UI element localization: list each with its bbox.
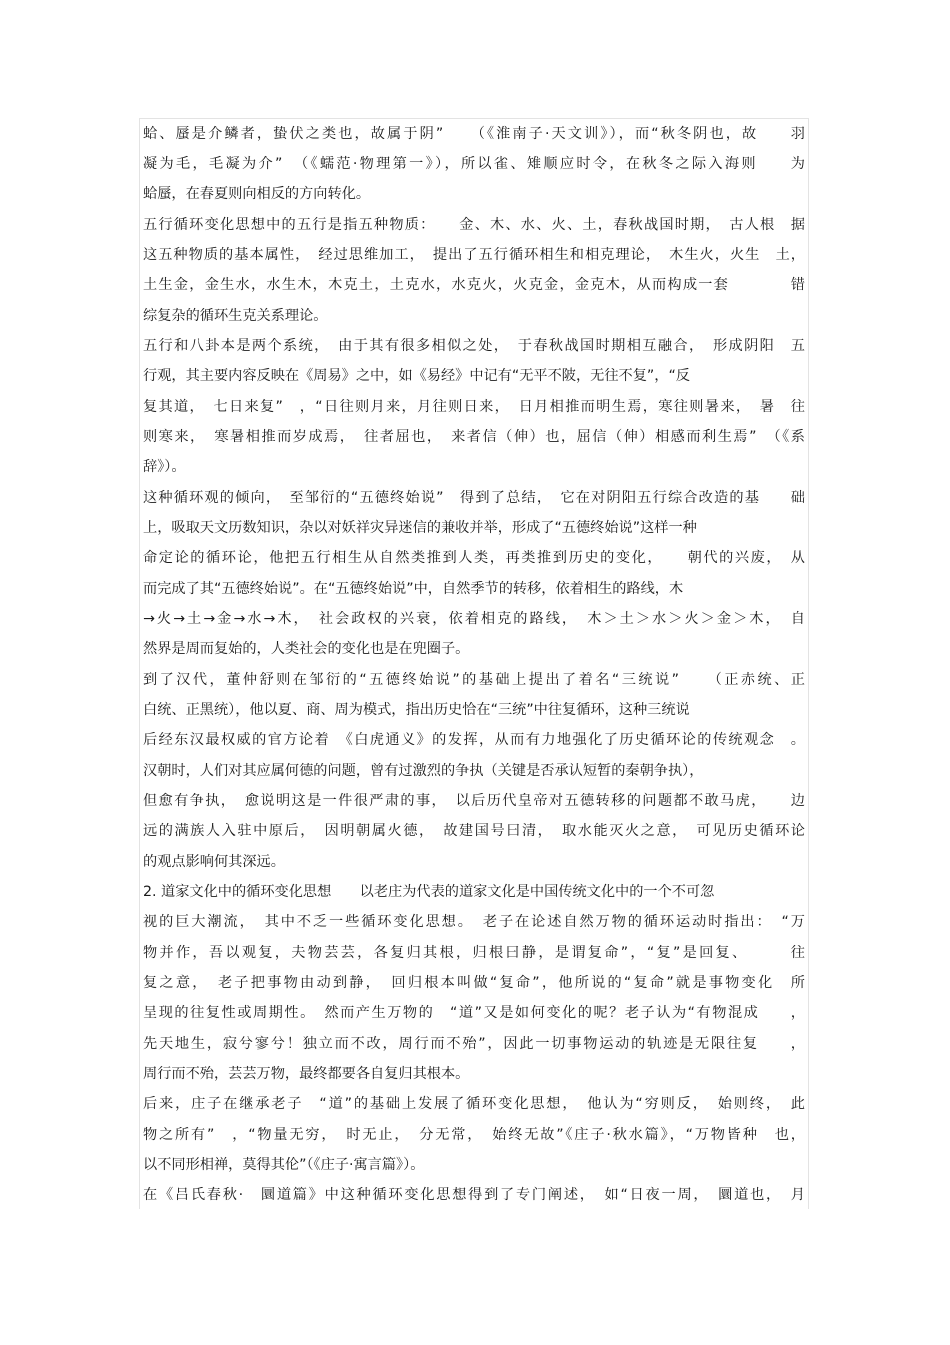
text-line: 在《吕氏春秋· 圜道篇》中这种循环变化思想得到了专门阐述， 如“日夜一周， 圜道也， 月: [143, 1187, 805, 1203]
text-line: 汉朝时，人们对其应属何德的问题，曾有过激烈的争执（关键是否承认短暂的秦朝争执），: [143, 763, 704, 779]
text-line: 辞》）。: [143, 459, 186, 475]
text-line: 复之意， 老子把事物由动到静， 回归根本叫做“复命”，他所说的“复命”就是事物变化 所: [143, 975, 805, 991]
text-line: 后来，庄子在继承老子 “道”的基础上发展了循环变化思想， 他认为“穷则反， 始则终， 此: [143, 1096, 805, 1112]
text-line: 复其道， 七日来复” ，“日往则月来，月往则日来， 日月相推而明生焉，寒往则暑来， 暑 往: [143, 399, 805, 415]
text-line: 而完成了其“五德终始说”。在“五德终始说”中，自然季节的转移，依着相生的路线，木: [143, 581, 684, 597]
text-line: 的观点影响何其深远。: [143, 854, 285, 870]
text-line: 以不同形相禅，莫得其伦”（《庄子·寓言篇》）。: [143, 1157, 425, 1173]
text-line: 物并作，吾以观复，夫物芸芸，各复归其根，归根曰静，是谓复命”，“复”是回复、 往: [143, 945, 805, 961]
text-line: 五行循环变化思想中的五行是指五种物质： 金、木、水、火、土，春秋战国时期， 古人根 据: [143, 217, 805, 233]
text-line: 物之所有” ，“物量无穷， 时无止， 分无常， 始终无故”《庄子·秋水篇》，“万物皆种 也，: [143, 1127, 805, 1143]
text-line: 先天地生，寂兮寥兮！独立而不改，周行而不殆”，因此一切事物运动的轨迹是无限往复 ，: [143, 1036, 805, 1052]
text-line: 这五种物质的基本属性， 经过思维加工， 提出了五行循环相生和相克理论， 木生火，火生 土，: [143, 247, 805, 263]
text-line: 命定论的循环论，他把五行相生从自然类推到人类，再类推到历史的变化， 朝代的兴废， 从: [143, 550, 805, 566]
text-line: 上，吸取天文历数知识，杂以对妖祥灾异迷信的兼收并举，形成了“五德终始说”这样一种: [143, 520, 697, 536]
text-line: 后经东汉最权威的官方论着 《白虎通义》的发挥，从而有力地强化了历史循环论的传统观念 。: [143, 732, 805, 748]
text-line: 凝为毛，毛凝为介” （《蠕范·物理第一》），所以雀、雉顺应时令，在秋冬之际入海则 为: [143, 156, 805, 172]
text-line: 呈现的往复性或周期性。 然而产生万物的 “道”又是如何变化的呢？老子认为“有物混成 ，: [143, 1005, 805, 1021]
text-line: →火→土→金→水→木， 社会政权的兴衰，依着相克的路线， 木＞土＞水＞火＞金＞木， 自: [143, 611, 805, 627]
text-line: 蛤、蜃是介鳞者，蛰伏之类也，故属于阴” （《淮南子·天文训》），而“秋冬阴也，故 羽: [143, 126, 805, 142]
text-line: 行观，其主要内容反映在《周易》之中，如《易经》中记有“无平不陂，无往不复”，“反: [143, 368, 690, 384]
text-line: 到了汉代，董仲舒则在邹衍的“五德终始说”的基础上提出了着名“三统说” （正赤统、正: [143, 672, 805, 688]
text-line: 这种循环观的倾向， 至邹衍的“五德终始说” 得到了总结， 它在对阴阳五行综合改造的基 础: [143, 490, 805, 506]
text-line: 然界是周而复始的，人类社会的变化也是在兜圈子。: [143, 641, 470, 657]
text-line: 白统、正黑统），他以夏、商、周为模式，指出历史恰在“三统”中往复循环，这种三统说: [143, 702, 690, 718]
text-line: 远的满族人入驻中原后， 因明朝属火德， 故建国号曰清， 取水能灭火之意， 可见历史循环论: [143, 823, 805, 839]
text-line: 综复杂的循环生克关系理论。: [143, 308, 328, 324]
text-line: 土生金，金生水，水生木，木克土，土克水，水克火，火克金，金克木，从而构成一套 错: [143, 277, 805, 293]
text-line: 五行和八卦本是两个系统， 由于其有很多相似之处， 于春秋战国时期相互融合， 形成阴阳 五: [143, 338, 805, 354]
text-line: 周行而不殆，芸芸万物，最终都要各自复归其根本。: [143, 1066, 470, 1082]
text-line: 蛤蜃，在春夏则向相反的方向转化。: [143, 186, 371, 202]
text-line: 但愈有争执， 愈说明这是一件很严肃的事， 以后历代皇帝对五德转移的问题都不敢马虎， 边: [143, 793, 805, 809]
section-heading-line: 2. 道家文化中的循环变化思想 以老庄为代表的道家文化是中国传统文化中的一个不可忽: [143, 884, 715, 900]
text-line: 视的巨大潮流， 其中不乏一些循环变化思想。 老子在论述自然万物的循环运动时指出： “万: [143, 914, 805, 930]
text-line: 则寒来， 寒暑相推而岁成焉， 往者屈也， 来者信（伸）也，屈信（伸）相感而利生焉” （《系: [143, 429, 805, 445]
